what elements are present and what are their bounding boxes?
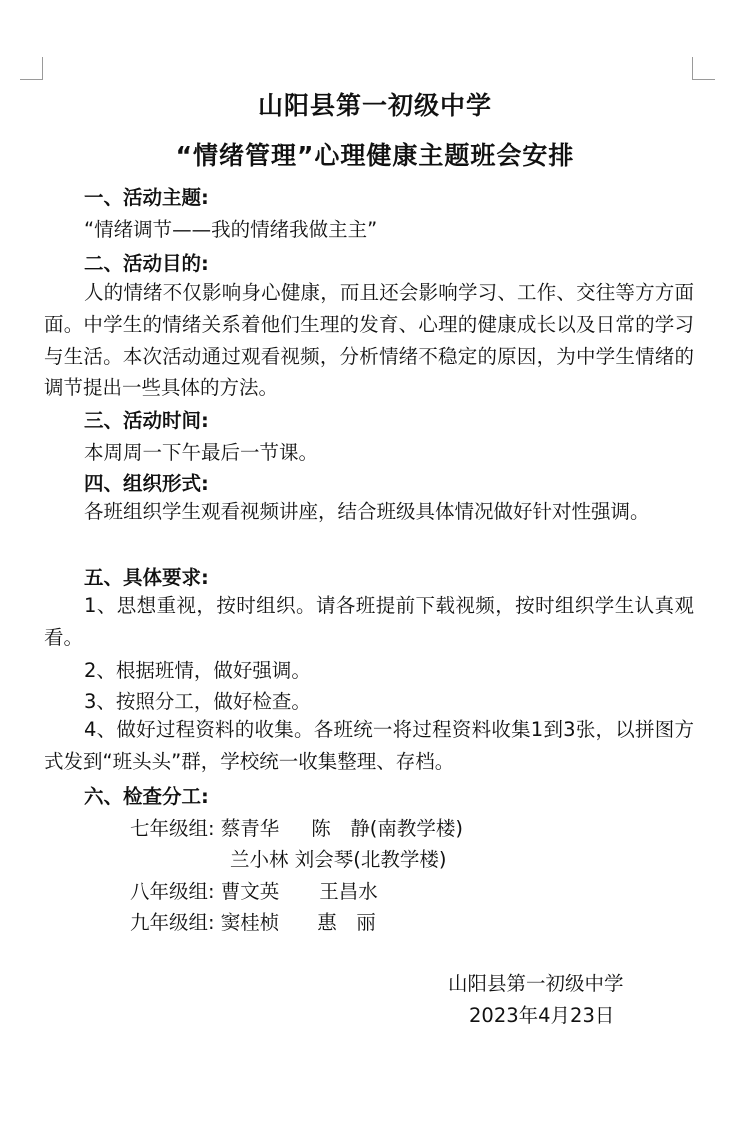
- grade-9-inspector-2: 惠 丽: [317, 911, 376, 934]
- section-1-heading: 一、活动主题:: [84, 186, 209, 209]
- corner-mark-top-left: [20, 57, 43, 80]
- grade-9-label: 九年级组:: [130, 911, 215, 934]
- grade-8-label: 八年级组:: [130, 880, 215, 903]
- grade-7-label: 七年级组:: [130, 817, 215, 840]
- grade-8-inspector-2: 王昌水: [319, 880, 378, 903]
- corner-mark-top-right: [692, 57, 715, 80]
- signature-organization: 山阳县第一初级中学: [448, 972, 624, 995]
- section-1-text: “情绪调节——我的情绪我做主主”: [84, 218, 378, 241]
- section-5-heading: 五、具体要求:: [84, 566, 209, 589]
- grade-9-row: [130, 907, 376, 935]
- document-subtitle: “情绪管理”心理健康主题班会安排: [175, 141, 575, 170]
- grade-7-inspector-4: 刘会琴(北教学楼): [294, 848, 447, 871]
- grade-7-row-2: [230, 844, 446, 872]
- grade-9-inspector-1: 窦桂桢: [220, 911, 280, 934]
- section-2-heading: 二、活动目的:: [84, 252, 209, 275]
- grade-8-inspector-1: 曹文英: [220, 880, 280, 903]
- section-5-item-1: 1、思想重视，按时组织。请各班提前下载视频，按时组织学生认真观看。: [44, 594, 694, 649]
- section-5-item-3: 3、按照分工，做好检查。: [84, 690, 311, 713]
- section-2-text: 人的情绪不仅影响身心健康，而且还会影响学习、工作、交往等方方面面。中学生的情绪关系着他们生理的发育、心理的健康成长以及日常的学习与生活。本次活动通过观看视频，分析情绪不稳定的原因，为中学生情绪的调节提出一些具体的方法。: [44, 281, 694, 400]
- section-6-heading: 六、检查分工:: [84, 785, 209, 808]
- section-5-item-4: 4、做好过程资料的收集。各班统一将过程资料收集1到3张，以拼图方式发到“班头头”群，学校统一收集整理、存档。: [44, 718, 694, 773]
- grade-7-inspector-3: 兰小林: [230, 848, 289, 871]
- grade-7-row-1: [130, 813, 463, 841]
- grade-7-inspector-1: 蔡青华: [220, 817, 280, 840]
- section-3-text: 本周周一下午最后一节课。: [84, 441, 319, 464]
- grade-8-row: [130, 876, 378, 904]
- section-4-text: 各班组织学生观看视频讲座，结合班级具体情况做好针对性强调。: [84, 500, 650, 523]
- signature-date: 2023年4月23日: [469, 1004, 615, 1027]
- document-title: 山阳县第一初级中学: [257, 91, 492, 120]
- section-5-item-2: 2、根据班情，做好强调。: [84, 659, 311, 682]
- section-4-heading: 四、组织形式:: [84, 472, 209, 495]
- section-3-heading: 三、活动时间:: [84, 409, 209, 432]
- grade-7-inspector-2: 陈 静(南教学楼): [311, 817, 464, 840]
